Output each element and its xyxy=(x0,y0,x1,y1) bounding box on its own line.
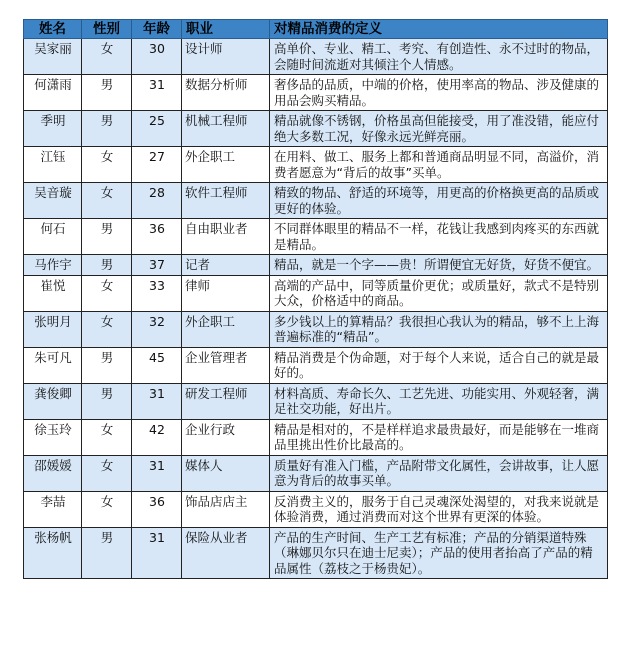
cell-age: 36 xyxy=(132,219,182,255)
cell-job: 保险从业者 xyxy=(182,527,270,579)
cell-definition: 不同群体眼里的精品不一样，花钱让我感到肉疼买的东西就是精品。 xyxy=(270,219,608,255)
cell-job: 设计师 xyxy=(182,39,270,75)
cell-definition: 材料高质、寿命长久、工艺先进、功能实用、外观轻奢，满足社交功能，好出片。 xyxy=(270,383,608,419)
table-row xyxy=(24,347,608,383)
cell-job: 数据分析师 xyxy=(182,75,270,111)
table-row xyxy=(24,419,608,455)
cell-job: 记者 xyxy=(182,255,270,276)
cell-gender: 女 xyxy=(82,147,132,183)
cell-gender: 男 xyxy=(82,527,132,579)
cell-definition: 反消费主义的，服务于自己灵魂深处渴望的，对我来说就是体验消费，通过消费而对这个世界有更深的体验。 xyxy=(270,491,608,527)
cell-name: 邵媛媛 xyxy=(24,455,82,491)
cell-job: 外企职工 xyxy=(182,311,270,347)
cell-age: 31 xyxy=(132,75,182,111)
table-row xyxy=(24,39,608,75)
header-age: 年龄 xyxy=(132,20,182,39)
cell-name: 马作宇 xyxy=(24,255,82,276)
cell-name: 吴音璇 xyxy=(24,183,82,219)
cell-definition: 精品是相对的，不是样样追求最贵最好，而是能够在一堆商品里挑出性价比最高的。 xyxy=(270,419,608,455)
table-row xyxy=(24,219,608,255)
cell-name: 何石 xyxy=(24,219,82,255)
cell-definition: 精品消费是个伪命题，对于每个人来说，适合自己的就是最好的。 xyxy=(270,347,608,383)
table-row xyxy=(24,311,608,347)
cell-age: 25 xyxy=(132,111,182,147)
table-row xyxy=(24,75,608,111)
cell-definition: 奢侈品的品质，中端的价格，使用率高的物品、涉及健康的用品会购买精品。 xyxy=(270,75,608,111)
header-definition: 对精品消费的定义 xyxy=(270,20,608,39)
cell-definition: 高单价、专业、精工、考究、有创造性、永不过时的物品，会随时间流逝对其倾注个人情感。 xyxy=(270,39,608,75)
cell-name: 李喆 xyxy=(24,491,82,527)
cell-name: 龚俊卿 xyxy=(24,383,82,419)
cell-job: 外企职工 xyxy=(182,147,270,183)
cell-definition: 在用料、做工、服务上都和普通商品明显不同，高溢价，消费者愿意为“背后的故事”买单。 xyxy=(270,147,608,183)
cell-age: 36 xyxy=(132,491,182,527)
cell-name: 江钰 xyxy=(24,147,82,183)
cell-name: 张明月 xyxy=(24,311,82,347)
table-row xyxy=(24,527,608,579)
cell-definition: 产品的生产时间、生产工艺有标准；产品的分销渠道特殊（琳娜贝尔只在迪士尼卖）；产品的使用者抬高了产品的精品属性（荔枝之于杨贵妃）。 xyxy=(270,527,608,579)
cell-age: 37 xyxy=(132,255,182,276)
cell-gender: 男 xyxy=(82,383,132,419)
table-row xyxy=(24,255,608,276)
header-job: 职业 xyxy=(182,20,270,39)
cell-name: 吴家丽 xyxy=(24,39,82,75)
cell-age: 42 xyxy=(132,419,182,455)
cell-definition: 质量好有准入门槛，产品附带文化属性，会讲故事，让人愿意为背后的故事买单。 xyxy=(270,455,608,491)
table-row xyxy=(24,147,608,183)
cell-name: 何潇雨 xyxy=(24,75,82,111)
cell-definition: 精品，就是一个字——贵！所谓便宜无好货，好货不便宜。 xyxy=(270,255,608,276)
table-row xyxy=(24,383,608,419)
table-body xyxy=(24,39,608,579)
cell-name: 崔悦 xyxy=(24,275,82,311)
cell-age: 33 xyxy=(132,275,182,311)
cell-job: 研发工程师 xyxy=(182,383,270,419)
cell-age: 31 xyxy=(132,527,182,579)
cell-gender: 男 xyxy=(82,255,132,276)
table-row xyxy=(24,275,608,311)
cell-job: 饰品店店主 xyxy=(182,491,270,527)
cell-definition: 精品就像不锈钢，价格虽高但能接受，用了准没错，能应付绝大多数工况，好像永远光鲜亮丽。 xyxy=(270,111,608,147)
header-name: 姓名 xyxy=(24,20,82,39)
cell-age: 28 xyxy=(132,183,182,219)
cell-name: 季明 xyxy=(24,111,82,147)
cell-definition: 多少钱以上的算精品？我很担心我认为的精品，够不上上海普遍标准的“精品”。 xyxy=(270,311,608,347)
cell-job: 自由职业者 xyxy=(182,219,270,255)
table-row xyxy=(24,183,608,219)
table-header-row xyxy=(24,20,608,39)
cell-job: 机械工程师 xyxy=(182,111,270,147)
table-row xyxy=(24,491,608,527)
cell-name: 徐玉玲 xyxy=(24,419,82,455)
cell-name: 张杨帆 xyxy=(24,527,82,579)
cell-age: 45 xyxy=(132,347,182,383)
cell-gender: 女 xyxy=(82,275,132,311)
cell-gender: 男 xyxy=(82,347,132,383)
cell-gender: 女 xyxy=(82,419,132,455)
cell-job: 企业管理者 xyxy=(182,347,270,383)
cell-gender: 男 xyxy=(82,111,132,147)
cell-gender: 男 xyxy=(82,75,132,111)
definition-table-container xyxy=(23,19,607,579)
cell-job: 律师 xyxy=(182,275,270,311)
cell-age: 32 xyxy=(132,311,182,347)
cell-job: 企业行政 xyxy=(182,419,270,455)
cell-age: 31 xyxy=(132,455,182,491)
luxury-definition-table xyxy=(23,19,608,579)
cell-gender: 女 xyxy=(82,491,132,527)
header-gender: 性别 xyxy=(82,20,132,39)
cell-age: 31 xyxy=(132,383,182,419)
cell-name: 朱可凡 xyxy=(24,347,82,383)
table-row xyxy=(24,111,608,147)
cell-gender: 女 xyxy=(82,183,132,219)
cell-gender: 女 xyxy=(82,39,132,75)
cell-gender: 男 xyxy=(82,219,132,255)
cell-gender: 女 xyxy=(82,455,132,491)
cell-job: 软件工程师 xyxy=(182,183,270,219)
cell-definition: 高端的产品中，同等质量价更优；或质量好，款式不是特别大众，价格适中的商品。 xyxy=(270,275,608,311)
table-row xyxy=(24,455,608,491)
cell-job: 媒体人 xyxy=(182,455,270,491)
cell-age: 30 xyxy=(132,39,182,75)
cell-age: 27 xyxy=(132,147,182,183)
cell-definition: 精致的物品、舒适的环境等，用更高的价格换更高的品质或更好的体验。 xyxy=(270,183,608,219)
cell-gender: 女 xyxy=(82,311,132,347)
